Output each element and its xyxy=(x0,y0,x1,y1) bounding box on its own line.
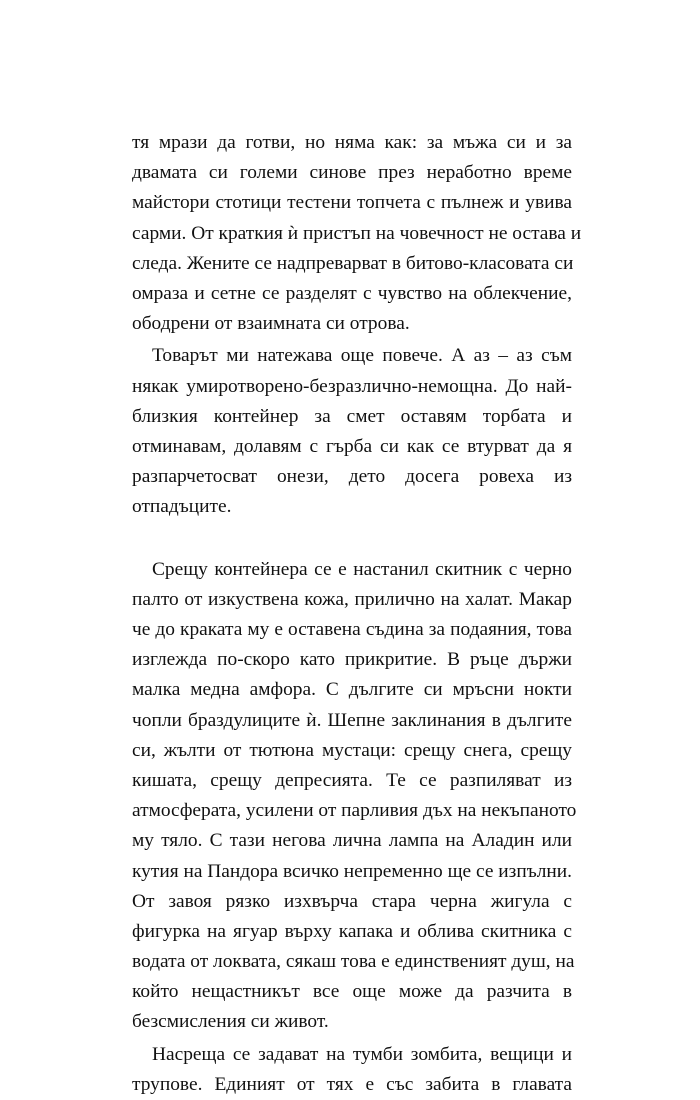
text-line: От завоя рязко изхвърча стара черна жигула с xyxy=(132,890,572,912)
text-line: отминавам, долавям с гърба си как се втурват да я xyxy=(132,435,572,457)
text-line: безсмисления си живот. xyxy=(132,1011,329,1033)
text-line: чопли браздулиците ѝ. Шепне заклинания в дългите xyxy=(132,709,572,731)
text-line: Товарът ми натежава още повече. А аз – аз съм xyxy=(152,345,572,367)
text-line: палто от изкуствена кожа, прилично на халат. Макар xyxy=(132,588,572,610)
text-line xyxy=(132,522,572,552)
text-line: трупове. Единият от тях е със забита в главата xyxy=(132,1073,572,1095)
text-line: двамата си големи синове през неработно време xyxy=(132,162,572,184)
paragraph xyxy=(132,341,572,552)
text-line: отпадъците. xyxy=(132,496,232,518)
text-line: някак умиротворено-безразлично-немощна. До най- xyxy=(132,375,572,397)
text-line: атмосферата, усилени от парливия дъх на некъпаното xyxy=(132,800,577,822)
paragraph xyxy=(132,128,582,339)
text-line: кишата, срещу депресията. Те се разпиляват из xyxy=(132,769,572,791)
text-line: който нещастникът все още може да разчита в xyxy=(132,981,572,1003)
paragraph xyxy=(132,1040,572,1100)
text-line: кутия на Пандора всичко непременно ще се изпълни. xyxy=(132,860,572,882)
page-text xyxy=(132,128,582,1100)
text-line: Срещу контейнера се е настанил скитник с черно xyxy=(152,558,572,580)
text-line: си, жълти от тютюна мустаци: срещу снега, срещу xyxy=(132,739,572,761)
text-line: Насреща се задават на тумби зомбита, вещици и xyxy=(152,1043,572,1065)
paragraph xyxy=(132,555,577,1038)
text-line: сарми. От краткия ѝ пристъп на човечност не остава и xyxy=(132,222,582,244)
text-line: омраза и сетне се разделят с чувство на облекчение, xyxy=(132,282,572,304)
text-line: следа. Жените се надпреварват в битово-класовата си xyxy=(132,252,574,274)
text-line: майстори стотици тестени топчета с пълнеж и увива xyxy=(132,192,572,214)
text-line: че до краката му е оставена съдина за подаяния, това xyxy=(132,619,572,640)
text-line: близкия контейнер за смет оставям торбата и xyxy=(132,405,572,427)
text-line: разпарчетосват онези, дето досега ровеха из xyxy=(132,466,572,488)
text-line: водата от локвата, сякаш това е единственият душ, на xyxy=(132,951,575,973)
text-line: тя мрази да готви, но няма как: за мъжа си и за xyxy=(132,132,572,153)
text-line: му тяло. С тази негова лична лампа на Аладин или xyxy=(132,830,572,852)
text-line: малка медна амфора. С дългите си мръсни нокти xyxy=(132,679,572,701)
text-line: фигурка на ягуар върху капака и облива скитника с xyxy=(132,920,572,942)
text-line: ободрени от взаимната си отрова. xyxy=(132,313,410,335)
text-line: изглежда по-скоро като прикритие. В ръце държи xyxy=(132,649,572,671)
